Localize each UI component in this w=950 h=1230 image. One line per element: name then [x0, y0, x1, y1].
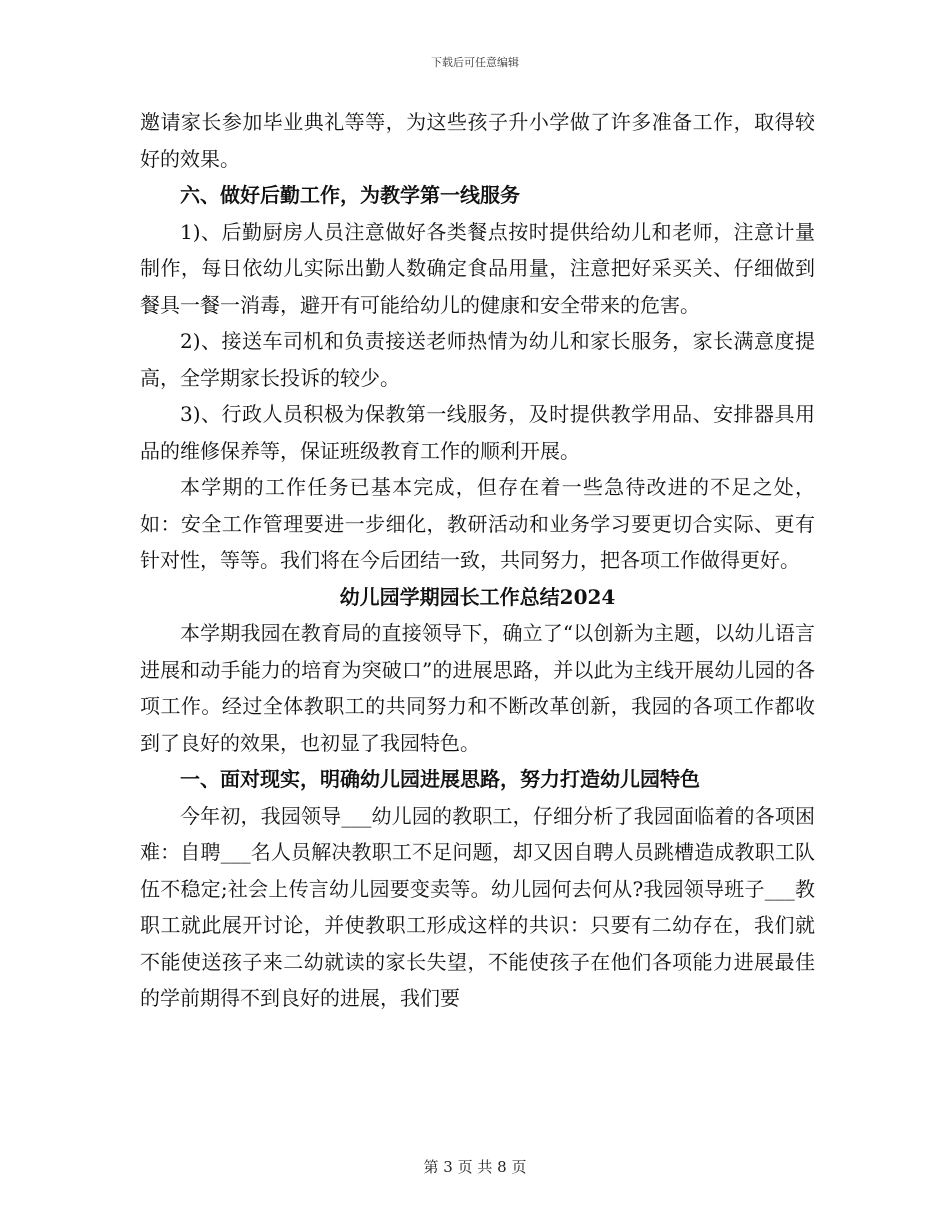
document-body	[140, 104, 815, 1017]
page-header-note: 下载后可任意编辑	[431, 56, 519, 69]
page-number: 第 3 页 共 8 页	[423, 1158, 527, 1176]
paragraph-kitchen: 1)、后勤厨房人员注意做好各类餐点按时提供给幼儿和老师，注意计量制作，每日依幼儿实际出勤人数确定食品用量，注意把好采买关、仔细做到餐具一餐一消毒，避开有可能给幼儿的健康和安全带来的危害。	[140, 219, 815, 317]
paragraph-intro: 本学期我园在教育局的直接领导下，确立了“以创新为主题，以幼儿语言进展和动手能力的培育为突破口”的进展思路，并以此为主线开展幼儿园的各项工作。经过全体教职工的共同努力和不断改革创新，我园的各项工作都收到了良好的效果，也初显了我园特色。	[140, 621, 815, 755]
paragraph-conclusion: 本学期的工作任务已基本完成，但存在着一些急待改进的不足之处，如：安全工作管理要进一步细化，教研活动和业务学习要更切合实际、更有针对性，等等。我们将在今后团结一致，共同努力，把各项工作做得更好。	[140, 475, 815, 572]
section-heading-logistics: 六、做好后勤工作，为教学第一线服务	[180, 183, 520, 207]
paragraph-admin: 3)、行政人员积极为保教第一线服务，及时提供教学用品、安排器具用品的维修保养等，保证班级教育工作的顺利开展。	[140, 402, 815, 463]
paragraph-continuation: 邀请家长参加毕业典礼等等，为这些孩子升小学做了许多准备工作，取得较好的效果。	[140, 110, 815, 171]
paragraph-shuttle: 2)、接送车司机和负责接送老师热情为幼儿和家长服务，家长满意度提高，全学期家长投诉的较少。	[140, 329, 815, 390]
document-title: 幼儿园学期园长工作总结2024	[339, 584, 616, 609]
paragraph-beginning-of-year: 今年初，我园领导___幼儿园的教职工，仔细分析了我园面临着的各项困难：自聘___名人员解决教职工不足问题，却又因自聘人员跳槽造成教职工队伍不稳定;社会上传言幼儿园要变卖等。幼儿园何去何从?我园领导班子___教职工就此展开讨论，并使教职工形成这样的共识：只要有二幼存在，我们就不能使送孩子来二幼就读的家长失望，不能使孩子在他们各项能力进展最佳的学前期得不到良好的进展，我们要	[140, 803, 815, 1010]
section-heading-development: 一、面对现实，明确幼儿园进展思路，努力打造幼儿园特色	[180, 767, 700, 791]
